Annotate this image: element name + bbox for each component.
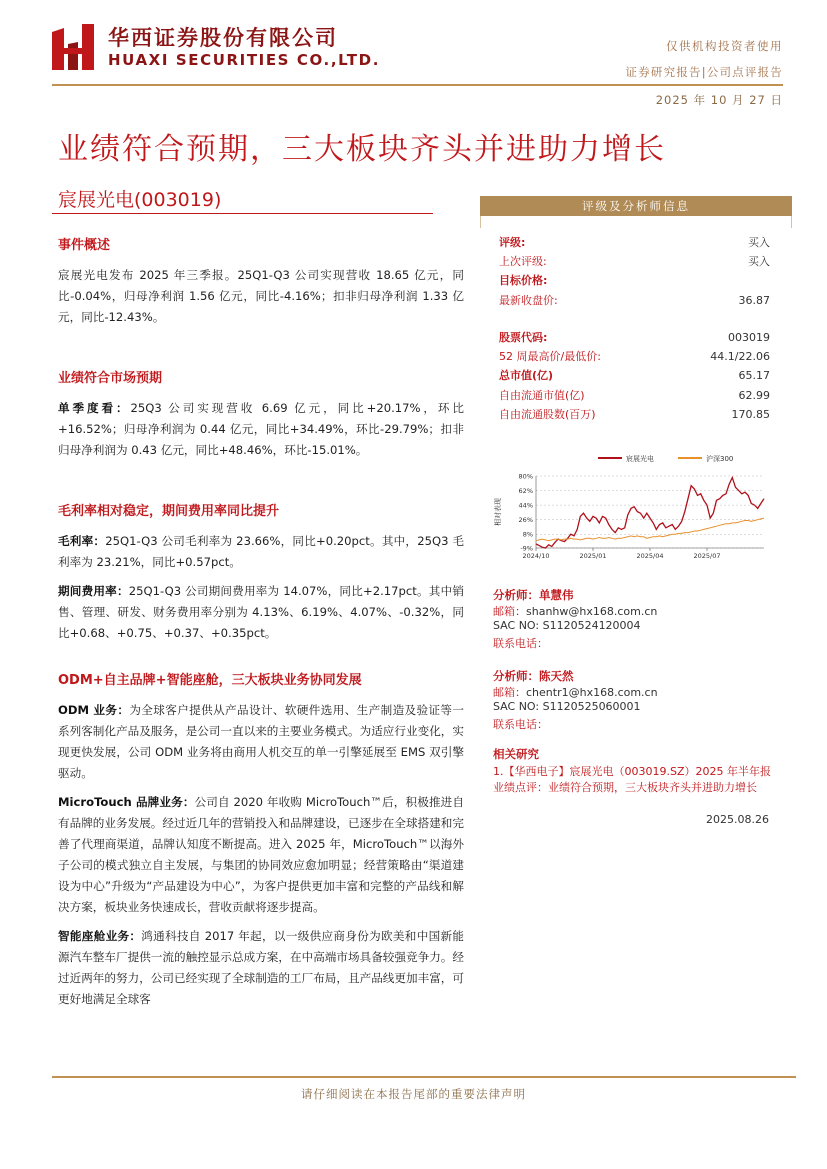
analyst-2-name: 分析师：陈天然 <box>493 669 574 683</box>
report-title: 业绩符合预期，三大板块齐头并进助力增长 <box>58 132 666 167</box>
section-heading: ODM+自主品牌+智能座舱，三大板块业务协同发展 <box>58 673 362 688</box>
legend-label: 宸展光电 <box>626 455 654 463</box>
analyst-2-phone: 联系电话： <box>493 718 548 731</box>
report-type-tag: 证券研究报告|公司点评报告 <box>625 65 783 79</box>
rating-row: 评级: 买入 <box>499 236 770 249</box>
report-body <box>58 235 464 1010</box>
rating-info-header: 评级及分析师信息 <box>480 196 792 216</box>
free-float-cap-row: 自由流通市值(亿) 62.99 <box>499 389 770 402</box>
target-price-row: 目标价格: <box>499 274 548 287</box>
paragraph: 毛利率：25Q1-Q3 公司毛利率为 23.66%，同比+0.20pct。其中，25Q3 毛利率为 23.21%，同比+0.57pct。 <box>58 534 464 569</box>
y-tick-label: -9% <box>520 544 533 553</box>
analyst-1-name: 分析师：单慧伟 <box>493 588 574 602</box>
x-tick-label: 2025/01 <box>579 552 607 560</box>
x-tick-label: 2025/04 <box>636 552 664 560</box>
close-price-row: 最新收盘价: 36.87 <box>499 294 770 307</box>
company-name-cn: 华西证券股份有限公司 <box>108 26 338 50</box>
paragraph: 智能座舱业务：鸿通科技自 2017 年起，以一级供应商身份为欧美和中国新能源汽车整车厂提供一流的触控显示总成方案，在中高端市场具备较强竞争力。经过近两年的努力，公司已经实现了全球制造的工厂布局，且产品线更加丰富，可更好地满足全球客 <box>58 929 464 1006</box>
relative-performance-chart <box>490 448 780 572</box>
analyst-2-email-line: 邮箱：chentr1@hx168.com.cn <box>493 686 658 699</box>
x-tick-label: 2025/07 <box>693 552 721 560</box>
related-research-link[interactable]: 1.【华西电子】宸展光电（003019.SZ）2025 年半年报业绩点评：业绩符合预期，三大板块齐头并进助力增长 <box>493 765 771 794</box>
investor-tag: 仅供机构投资者使用 <box>666 39 783 53</box>
analyst-1-email[interactable]: shanhw@hx168.com.cn <box>526 605 658 618</box>
free-float-shares-row: 自由流通股数(百万) 170.85 <box>499 408 770 421</box>
52w-range-row: 52 周最高价/最低价: 44.1/22.06 <box>499 350 770 363</box>
market-cap-row: 总市值(亿) 65.17 <box>499 369 770 382</box>
paragraph: MicroTouch 品牌业务：公司自 2020 年收购 MicroTouch™后，积极推进自有品牌的业务发展。经过近几年的营销投入和品牌建设，已逐步在全球搭建和完善了代理商渠道，品牌认知度不断提高。进入 2025 年，MicroTouch™以海外子公司的模式独立自主发展，与集团的协同效应愈加明显；经营策略由“渠道建设为中心”升级为“产品建设为中心”，为客户提供更加丰富和完整的产品线和解决方案，板块业务快速成长，营收贡献将逐步提高。 <box>58 795 464 914</box>
company-name-en: HUAXI SECURITIES CO.,LTD. <box>108 51 380 69</box>
report-date: 2025 年 10 月 27 日 <box>655 93 783 107</box>
stock-code-row: 股票代码: 003019 <box>499 331 770 344</box>
header-divider <box>52 84 783 86</box>
huaxi-logo-icon <box>52 24 94 70</box>
analyst-1-phone: 联系电话： <box>493 637 548 650</box>
y-axis-label: 相对表现 <box>494 498 502 526</box>
section-heading: 毛利率相对稳定，期间费用率同比提升 <box>58 504 280 519</box>
footer-disclaimer: 请仔细阅读在本报告尾部的重要法律声明 <box>301 1087 526 1101</box>
analyst-1-email-line: 邮箱：shanhw@hx168.com.cn <box>493 605 658 618</box>
stock-name-underline <box>52 213 433 214</box>
y-tick-label: 44% <box>518 501 533 510</box>
rating-info-frame <box>480 216 792 228</box>
footer-divider <box>52 1076 796 1078</box>
section-heading: 事件概述 <box>58 238 111 253</box>
y-tick-label: 8% <box>522 530 533 539</box>
x-tick-label: 2024/10 <box>522 552 550 560</box>
paragraph: 单季度看：25Q3 公司实现营收 6.69 亿元，同比+20.17%，环比+16.52%；归母净利润为 0.44 亿元，同比+34.49%，环比-29.79%；扣非归母净利润为 0.43 亿元，同比+48.46%，环比-15.01%。 <box>58 401 464 457</box>
series-line-index <box>536 518 764 541</box>
legend-label: 沪深300 <box>706 455 734 463</box>
prev-rating-row: 上次评级: 买入 <box>499 255 770 268</box>
paragraph: 宸展光电发布 2025 年三季报。25Q1-Q3 公司实现营收 18.65 亿元，同比-0.04%，归母净利润 1.56 亿元，同比-4.16%；扣非归母净利润 1.33 亿元，同比-12.43%。 <box>58 268 464 324</box>
y-tick-label: 80% <box>518 472 533 481</box>
analyst-2-sac: SAC NO: S1120525060001 <box>493 700 641 713</box>
y-tick-label: 26% <box>518 516 533 525</box>
section-heading: 业绩符合市场预期 <box>58 371 163 386</box>
paragraph: ODM 业务：为全球客户提供从产品设计、软硬件选用、生产制造及验证等一系列客制化产品及服务，是公司一直以来的主要业务模式。为适应行业变化，实现更快发展，公司 ODM 业务将由商用人机交互的单一引擎延展至 EMS 双引擎驱动。 <box>58 703 464 780</box>
analyst-2-email[interactable]: chentr1@hx168.com.cn <box>526 686 658 699</box>
paragraph: 期间费用率：25Q1-Q3 公司期间费用率为 14.07%，同比+2.17pct。其中销售、管理、研发、财务费用率分别为 4.13%、6.19%、4.07%、-0.32%，同比+0.68、+0.75、+0.37、+0.35pct。 <box>58 584 464 640</box>
y-tick-label: 62% <box>518 487 533 496</box>
related-research-heading: 相关研究 <box>493 747 539 761</box>
stock-name: 宸展光电(003019) <box>58 189 222 211</box>
analyst-1-sac: SAC NO: S1120524120004 <box>493 619 641 632</box>
related-research-date: 2025.08.26 <box>706 813 769 826</box>
